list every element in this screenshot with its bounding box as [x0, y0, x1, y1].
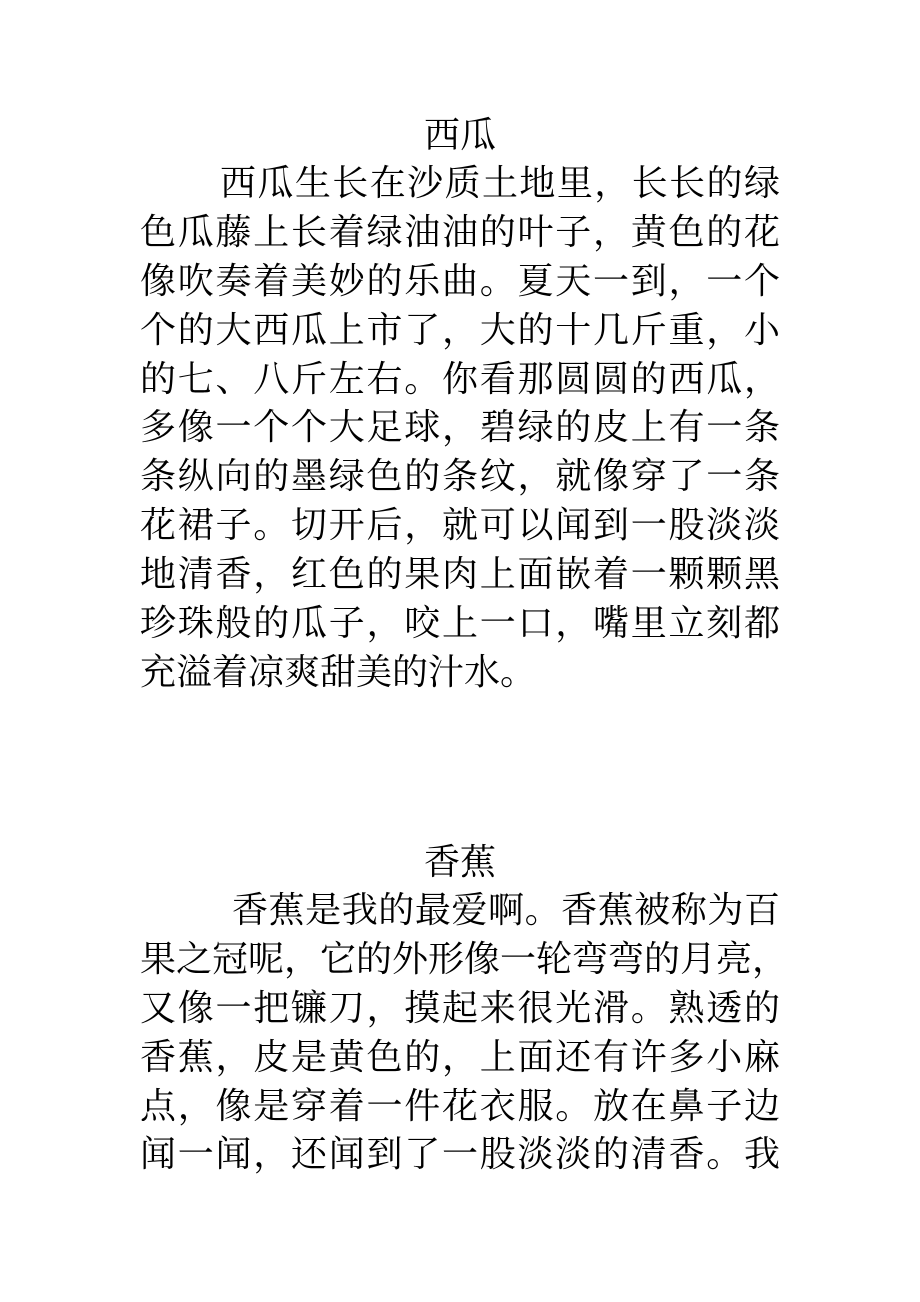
paragraph-line: 珍珠般的瓜子，咬上一口，嘴里立刻都 [140, 603, 780, 645]
paragraph-line: 个的大西瓜上市了，大的十几斤重，小 [140, 309, 780, 351]
section-title: 香蕉 [423, 842, 496, 883]
paragraph-line: 条纵向的墨绿色的条纹，就像穿了一条 [140, 456, 780, 498]
section-body [140, 887, 789, 1180]
paragraph-line: 果之冠呢，它的外形像一轮弯弯的月亮， [140, 938, 789, 980]
paragraph-line: 又像一把镰刀，摸起来很光滑。熟透的 [140, 987, 780, 1029]
paragraph-line: 多像一个个大足球，碧绿的皮上有一条 [140, 407, 780, 449]
paragraph-line: 的七、八斤左右。你看那圆圆的西瓜， [140, 358, 780, 400]
paragraph-line: 香蕉是我的最爱啊。香蕉被称为百 [232, 890, 780, 931]
paragraph-line: 闻一闻，还闻到了一股淡淡的清香。我 [140, 1134, 780, 1176]
paragraph-line: 花裙子。切开后，就可以闻到一股淡淡 [140, 505, 780, 547]
paragraph-line: 充溢着凉爽甜美的汁水。 [140, 651, 537, 693]
paragraph-line: 西瓜生长在沙质土地里，长长的绿 [220, 163, 780, 204]
section-title: 西瓜 [423, 115, 496, 156]
paragraph-line: 像吹奏着美妙的乐曲。夏天一到，一个 [140, 260, 780, 302]
paragraph-line: 地清香，红色的果肉上面嵌着一颗颗黑 [140, 554, 780, 596]
section-watermelon [140, 112, 780, 698]
section-body [140, 160, 780, 698]
paragraph-line: 香蕉，皮是黄色的，上面还有许多小麻 [140, 1036, 780, 1078]
paragraph-line: 色瓜藤上长着绿油油的叶子，黄色的花 [140, 211, 780, 253]
section-banana [140, 839, 789, 1180]
paragraph-line: 点，像是穿着一件花衣服。放在鼻子边 [140, 1085, 780, 1127]
